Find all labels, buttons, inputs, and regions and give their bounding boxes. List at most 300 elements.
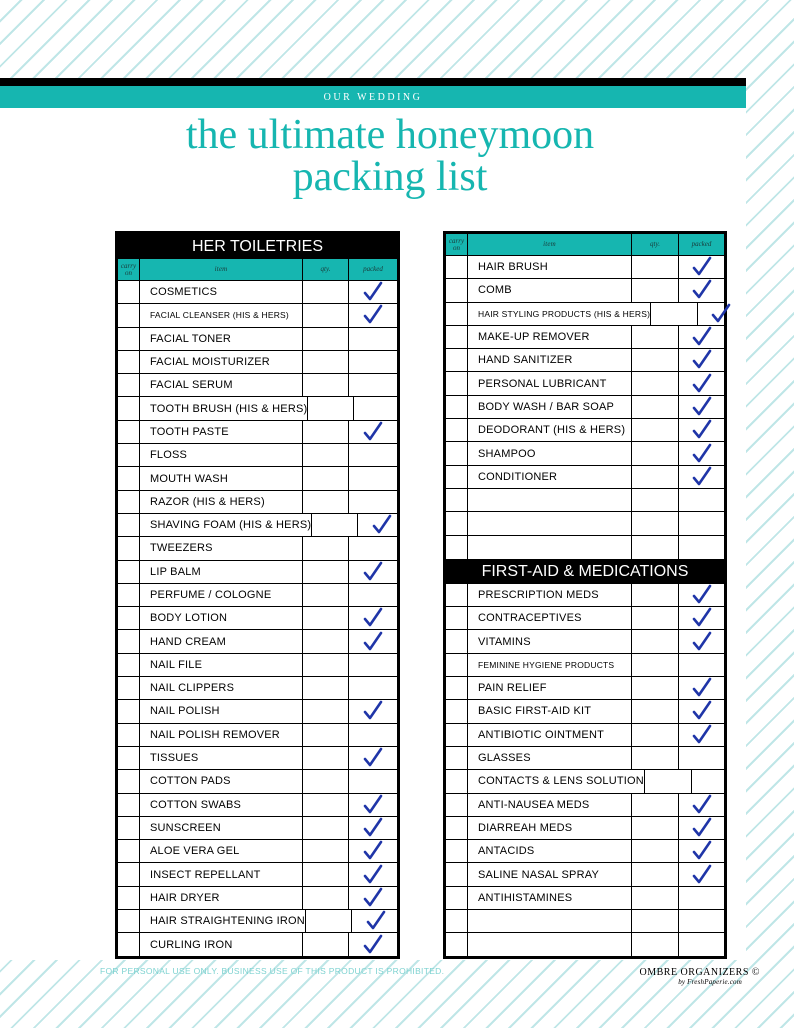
footer-byline: by FreshPaperie.com xyxy=(678,978,742,986)
qty-cell[interactable] xyxy=(632,747,679,769)
qty-cell[interactable] xyxy=(308,397,354,419)
packed-checkbox[interactable] xyxy=(349,491,397,513)
packed-checkbox[interactable] xyxy=(349,444,397,466)
qty-cell[interactable] xyxy=(303,584,349,606)
qty-cell[interactable] xyxy=(632,466,679,488)
item-name: HAIR DRYER xyxy=(140,887,303,909)
table-row xyxy=(446,419,724,442)
packed-checkbox[interactable] xyxy=(354,397,402,419)
carry-on-checkbox[interactable] xyxy=(118,863,140,885)
packed-checkbox[interactable] xyxy=(679,442,724,464)
item-name: GLASSES xyxy=(468,747,632,769)
carry-on-checkbox[interactable] xyxy=(118,374,140,396)
packed-checkbox[interactable] xyxy=(349,374,397,396)
checkmark-icon xyxy=(691,256,713,278)
table-row xyxy=(446,910,724,933)
checkmark-icon xyxy=(362,700,384,722)
packed-checkbox[interactable] xyxy=(349,863,397,885)
packed-checkbox[interactable] xyxy=(349,933,397,956)
table-row xyxy=(118,630,397,653)
carry-on-checkbox[interactable] xyxy=(118,561,140,583)
checkmark-icon xyxy=(362,631,384,653)
qty-cell[interactable] xyxy=(632,724,679,746)
col-item: item xyxy=(140,259,303,280)
col-qty: qty. xyxy=(303,259,349,280)
item-name: COSMETICS xyxy=(140,281,303,303)
packed-checkbox[interactable] xyxy=(679,747,724,769)
checkmark-icon xyxy=(691,817,713,839)
item-name: LIP BALM xyxy=(140,561,303,583)
table-row xyxy=(118,421,397,444)
table-row xyxy=(118,863,397,886)
item-name: FACIAL CLEANSER (HIS & HERS) xyxy=(140,304,303,326)
item-name: HAIR STYLING PRODUCTS (HIS & HERS) xyxy=(468,303,651,325)
item-name: FACIAL SERUM xyxy=(140,374,303,396)
item-name: PERSONAL LUBRICANT xyxy=(468,372,632,394)
packed-checkbox[interactable] xyxy=(349,304,397,326)
packed-checkbox[interactable] xyxy=(349,421,397,443)
packed-checkbox[interactable] xyxy=(349,817,397,839)
qty-cell[interactable] xyxy=(303,421,349,443)
item-name: PAIN RELIEF xyxy=(468,677,632,699)
qty-cell[interactable] xyxy=(632,677,679,699)
table-row xyxy=(446,817,724,840)
her-toiletries-table xyxy=(115,231,400,959)
carry-on-checkbox[interactable] xyxy=(118,724,140,746)
toiletries-continued-rows xyxy=(446,256,724,559)
col-item: item xyxy=(468,234,632,255)
carry-on-checkbox[interactable] xyxy=(118,840,140,862)
packed-checkbox[interactable] xyxy=(679,512,724,534)
item-name: FEMININE HYGIENE PRODUCTS xyxy=(468,654,632,676)
carry-on-checkbox[interactable] xyxy=(118,770,140,792)
table-row xyxy=(118,747,397,770)
qty-cell[interactable] xyxy=(632,840,679,862)
carry-on-checkbox[interactable] xyxy=(446,654,468,676)
packed-checkbox[interactable] xyxy=(352,910,400,932)
col-packed: packed xyxy=(349,259,397,280)
table-row xyxy=(118,374,397,397)
packed-checkbox[interactable] xyxy=(679,700,724,722)
qty-cell[interactable] xyxy=(632,279,679,301)
packed-checkbox[interactable] xyxy=(349,700,397,722)
packed-checkbox[interactable] xyxy=(349,747,397,769)
carry-on-checkbox[interactable] xyxy=(118,444,140,466)
packed-checkbox[interactable] xyxy=(349,537,397,559)
carry-on-checkbox[interactable] xyxy=(118,677,140,699)
checkmark-icon xyxy=(691,607,713,629)
checkmark-icon xyxy=(691,466,713,488)
item-name: PERFUME / COLOGNE xyxy=(140,584,303,606)
packed-checkbox[interactable] xyxy=(679,536,724,559)
checkmark-icon xyxy=(691,840,713,862)
qty-cell[interactable] xyxy=(632,372,679,394)
qty-cell[interactable] xyxy=(632,349,679,371)
table-row xyxy=(118,794,397,817)
table-row xyxy=(118,281,397,304)
table-row xyxy=(446,747,724,770)
table-row xyxy=(446,372,724,395)
qty-cell[interactable] xyxy=(303,770,349,792)
section-title-first-aid: FIRST-AID & MEDICATIONS xyxy=(446,559,724,584)
checkmark-icon xyxy=(362,934,384,956)
qty-cell[interactable] xyxy=(632,442,679,464)
checkmark-icon xyxy=(691,584,713,606)
item-name: COTTON SWABS xyxy=(140,794,303,816)
carry-on-checkbox[interactable] xyxy=(446,817,468,839)
qty-cell[interactable] xyxy=(632,419,679,441)
carry-on-checkbox[interactable] xyxy=(446,536,468,559)
section-title-her-toiletries: HER TOILETRIES xyxy=(118,234,397,259)
carry-on-checkbox[interactable] xyxy=(118,514,140,536)
checkmark-icon xyxy=(362,607,384,629)
qty-cell[interactable] xyxy=(303,537,349,559)
table-row xyxy=(446,677,724,700)
carry-on-checkbox[interactable] xyxy=(118,584,140,606)
carry-on-checkbox[interactable] xyxy=(446,349,468,371)
table-row xyxy=(446,840,724,863)
packed-checkbox[interactable] xyxy=(679,466,724,488)
checkmark-icon xyxy=(691,864,713,886)
checkmark-icon xyxy=(362,747,384,769)
carry-on-checkbox[interactable] xyxy=(118,933,140,956)
carry-on-checkbox[interactable] xyxy=(118,397,140,419)
checkmark-icon xyxy=(691,700,713,722)
qty-cell[interactable] xyxy=(651,303,698,325)
table-row xyxy=(118,514,397,537)
checkmark-icon xyxy=(691,396,713,418)
carry-on-checkbox[interactable] xyxy=(446,700,468,722)
packed-checkbox[interactable] xyxy=(679,933,724,956)
checkmark-icon xyxy=(691,443,713,465)
carry-on-checkbox[interactable] xyxy=(118,421,140,443)
packed-checkbox[interactable] xyxy=(349,351,397,373)
table-row xyxy=(446,933,724,956)
qty-cell[interactable] xyxy=(632,326,679,348)
qty-cell[interactable] xyxy=(303,654,349,676)
qty-cell[interactable] xyxy=(303,700,349,722)
qty-cell[interactable] xyxy=(303,561,349,583)
packed-checkbox[interactable] xyxy=(679,630,724,652)
packed-checkbox[interactable] xyxy=(349,584,397,606)
packed-checkbox[interactable] xyxy=(679,677,724,699)
item-name: SUNSCREEN xyxy=(140,817,303,839)
item-name: TWEEZERS xyxy=(140,537,303,559)
table-row xyxy=(118,887,397,910)
qty-cell[interactable] xyxy=(303,863,349,885)
table-row xyxy=(446,607,724,630)
table-row xyxy=(446,442,724,465)
carry-on-checkbox[interactable] xyxy=(118,537,140,559)
footer-disclaimer: FOR PERSONAL USE ONLY. BUSINESS USE OF THIS PRODUCT IS PROHIBITED. xyxy=(100,966,445,976)
packed-checkbox[interactable] xyxy=(679,349,724,371)
carry-on-checkbox[interactable] xyxy=(446,910,468,932)
packed-checkbox[interactable] xyxy=(349,840,397,862)
item-name: BODY LOTION xyxy=(140,607,303,629)
qty-cell[interactable] xyxy=(632,817,679,839)
item-name: COMB xyxy=(468,279,632,301)
item-name: NAIL POLISH REMOVER xyxy=(140,724,303,746)
item-name xyxy=(468,910,632,932)
item-name: FACIAL MOISTURIZER xyxy=(140,351,303,373)
item-name xyxy=(468,933,632,956)
top-bar xyxy=(0,78,746,86)
qty-cell[interactable] xyxy=(312,514,358,536)
qty-cell[interactable] xyxy=(303,677,349,699)
packed-checkbox[interactable] xyxy=(349,794,397,816)
footer-brand-block xyxy=(610,967,760,986)
item-name: HAND SANITIZER xyxy=(468,349,632,371)
qty-cell[interactable] xyxy=(303,491,349,513)
table-row xyxy=(446,887,724,910)
carry-on-checkbox[interactable] xyxy=(118,747,140,769)
packed-checkbox[interactable] xyxy=(679,910,724,932)
carry-on-checkbox[interactable] xyxy=(446,466,468,488)
carry-on-checkbox[interactable] xyxy=(446,442,468,464)
item-name xyxy=(468,489,632,511)
carry-on-checkbox[interactable] xyxy=(446,396,468,418)
qty-cell[interactable] xyxy=(632,654,679,676)
carry-on-checkbox[interactable] xyxy=(118,910,140,932)
carry-on-checkbox[interactable] xyxy=(446,303,468,325)
packed-checkbox[interactable] xyxy=(679,256,724,278)
item-name: DIARREAH MEDS xyxy=(468,817,632,839)
item-name: TOOTH BRUSH (HIS & HERS) xyxy=(140,397,308,419)
table-row xyxy=(446,489,724,512)
carry-on-checkbox[interactable] xyxy=(446,863,468,885)
qty-cell[interactable] xyxy=(632,489,679,511)
checkmark-icon xyxy=(691,326,713,348)
carry-on-checkbox[interactable] xyxy=(446,489,468,511)
packed-checkbox[interactable] xyxy=(358,514,406,536)
qty-cell[interactable] xyxy=(632,630,679,652)
table-row xyxy=(118,724,397,747)
qty-cell[interactable] xyxy=(303,887,349,909)
packed-checkbox[interactable] xyxy=(698,303,743,325)
carry-on-checkbox[interactable] xyxy=(446,607,468,629)
packed-checkbox[interactable] xyxy=(679,887,724,909)
carry-on-checkbox[interactable] xyxy=(446,770,468,792)
carry-on-checkbox[interactable] xyxy=(118,794,140,816)
qty-cell[interactable] xyxy=(632,536,679,559)
item-name: NAIL POLISH xyxy=(140,700,303,722)
carry-on-checkbox[interactable] xyxy=(446,933,468,956)
header-band: OUR WEDDING xyxy=(0,86,746,108)
item-name: HAIR STRAIGHTENING IRON xyxy=(140,910,306,932)
item-name: CONDITIONER xyxy=(468,466,632,488)
carry-on-checkbox[interactable] xyxy=(118,817,140,839)
item-name: SALINE NASAL SPRAY xyxy=(468,863,632,885)
item-name: CONTACTS & LENS SOLUTION xyxy=(468,770,645,792)
item-name: FACIAL TONER xyxy=(140,328,303,350)
table-row xyxy=(446,724,724,747)
qty-cell[interactable] xyxy=(632,933,679,956)
carry-on-checkbox[interactable] xyxy=(118,304,140,326)
table-row xyxy=(118,397,397,420)
carry-on-checkbox[interactable] xyxy=(446,794,468,816)
qty-cell[interactable] xyxy=(645,770,692,792)
item-name xyxy=(468,536,632,559)
packed-checkbox[interactable] xyxy=(679,840,724,862)
first-aid-rows xyxy=(446,584,724,957)
qty-cell[interactable] xyxy=(303,607,349,629)
qty-cell[interactable] xyxy=(303,724,349,746)
packed-checkbox[interactable] xyxy=(679,863,724,885)
qty-cell[interactable] xyxy=(632,863,679,885)
carry-on-checkbox[interactable] xyxy=(446,256,468,278)
carry-on-checkbox[interactable] xyxy=(118,281,140,303)
packed-checkbox[interactable] xyxy=(349,887,397,909)
checkmark-icon xyxy=(691,677,713,699)
table-row xyxy=(446,700,724,723)
title-line-1: the ultimate honeymoon xyxy=(185,112,595,158)
packed-checkbox[interactable] xyxy=(349,677,397,699)
packed-checkbox[interactable] xyxy=(349,630,397,652)
carry-on-checkbox[interactable] xyxy=(118,491,140,513)
carry-on-checkbox[interactable] xyxy=(446,584,468,606)
title-line-2: packing list xyxy=(292,154,488,200)
item-name: ANTIBIOTIC OINTMENT xyxy=(468,724,632,746)
column-header-row xyxy=(446,234,724,256)
qty-cell[interactable] xyxy=(303,794,349,816)
item-name: TOOTH PASTE xyxy=(140,421,303,443)
page-title xyxy=(0,114,780,198)
item-name: SHAMPOO xyxy=(468,442,632,464)
checkmark-icon xyxy=(691,724,713,746)
qty-cell[interactable] xyxy=(303,281,349,303)
checkmark-icon xyxy=(362,864,384,886)
packed-checkbox[interactable] xyxy=(679,326,724,348)
checkmark-icon xyxy=(362,840,384,862)
carry-on-checkbox[interactable] xyxy=(118,328,140,350)
carry-on-checkbox[interactable] xyxy=(118,700,140,722)
carry-on-checkbox[interactable] xyxy=(118,607,140,629)
packed-checkbox[interactable] xyxy=(679,396,724,418)
carry-on-checkbox[interactable] xyxy=(118,654,140,676)
item-name: DEODORANT (HIS & HERS) xyxy=(468,419,632,441)
qty-cell[interactable] xyxy=(632,794,679,816)
packed-checkbox[interactable] xyxy=(349,281,397,303)
packed-checkbox[interactable] xyxy=(679,419,724,441)
item-name: ALOE VERA GEL xyxy=(140,840,303,862)
qty-cell[interactable] xyxy=(306,910,352,932)
carry-on-checkbox[interactable] xyxy=(118,887,140,909)
qty-cell[interactable] xyxy=(303,304,349,326)
carry-on-checkbox[interactable] xyxy=(446,419,468,441)
table-row xyxy=(446,256,724,279)
packed-checkbox[interactable] xyxy=(679,794,724,816)
packed-checkbox[interactable] xyxy=(349,561,397,583)
item-name: ANTIHISTAMINES xyxy=(468,887,632,909)
packed-checkbox[interactable] xyxy=(679,279,724,301)
packed-checkbox[interactable] xyxy=(349,467,397,489)
qty-cell[interactable] xyxy=(303,351,349,373)
qty-cell[interactable] xyxy=(303,747,349,769)
table-row xyxy=(118,700,397,723)
qty-cell[interactable] xyxy=(632,700,679,722)
table-row xyxy=(446,536,724,559)
carry-on-checkbox[interactable] xyxy=(446,512,468,534)
packed-checkbox[interactable] xyxy=(692,770,737,792)
table-row xyxy=(118,840,397,863)
packed-checkbox[interactable] xyxy=(349,724,397,746)
qty-cell[interactable] xyxy=(303,374,349,396)
qty-cell[interactable] xyxy=(303,933,349,956)
qty-cell[interactable] xyxy=(303,630,349,652)
packed-checkbox[interactable] xyxy=(679,817,724,839)
checkmark-icon xyxy=(362,794,384,816)
carry-on-checkbox[interactable] xyxy=(446,724,468,746)
carry-on-checkbox[interactable] xyxy=(446,840,468,862)
table-row xyxy=(118,607,397,630)
item-name: BODY WASH / BAR SOAP xyxy=(468,396,632,418)
qty-cell[interactable] xyxy=(303,328,349,350)
carry-on-checkbox[interactable] xyxy=(446,677,468,699)
qty-cell[interactable] xyxy=(632,512,679,534)
carry-on-checkbox[interactable] xyxy=(118,351,140,373)
table-row xyxy=(118,654,397,677)
checkmark-icon xyxy=(691,373,713,395)
carry-on-checkbox[interactable] xyxy=(446,372,468,394)
packed-checkbox[interactable] xyxy=(679,584,724,606)
qty-cell[interactable] xyxy=(303,817,349,839)
qty-cell[interactable] xyxy=(632,887,679,909)
qty-cell[interactable] xyxy=(303,444,349,466)
packed-checkbox[interactable] xyxy=(679,489,724,511)
table-row xyxy=(118,328,397,351)
table-row xyxy=(446,654,724,677)
item-name: NAIL CLIPPERS xyxy=(140,677,303,699)
qty-cell[interactable] xyxy=(632,256,679,278)
item-name: SHAVING FOAM (HIS & HERS) xyxy=(140,514,312,536)
item-name: MAKE-UP REMOVER xyxy=(468,326,632,348)
table-row xyxy=(118,770,397,793)
carry-on-checkbox[interactable] xyxy=(446,887,468,909)
packed-checkbox[interactable] xyxy=(679,372,724,394)
carry-on-checkbox[interactable] xyxy=(446,326,468,348)
table-row xyxy=(446,770,724,793)
table-row xyxy=(118,537,397,560)
carry-on-checkbox[interactable] xyxy=(446,279,468,301)
col-qty: qty. xyxy=(632,234,679,255)
qty-cell[interactable] xyxy=(303,840,349,862)
carry-on-checkbox[interactable] xyxy=(118,467,140,489)
qty-cell[interactable] xyxy=(632,584,679,606)
packed-checkbox[interactable] xyxy=(679,724,724,746)
table-row xyxy=(118,467,397,490)
table-row xyxy=(446,303,724,326)
checkmark-icon xyxy=(691,794,713,816)
item-name: INSECT REPELLANT xyxy=(140,863,303,885)
checkmark-icon xyxy=(691,349,713,371)
packed-checkbox[interactable] xyxy=(349,607,397,629)
packed-checkbox[interactable] xyxy=(349,770,397,792)
table-row xyxy=(118,910,397,933)
item-name: CURLING IRON xyxy=(140,933,303,956)
carry-on-checkbox[interactable] xyxy=(446,630,468,652)
carry-on-checkbox[interactable] xyxy=(446,747,468,769)
carry-on-checkbox[interactable] xyxy=(118,630,140,652)
qty-cell[interactable] xyxy=(303,467,349,489)
packed-checkbox[interactable] xyxy=(679,607,724,629)
qty-cell[interactable] xyxy=(632,910,679,932)
packed-checkbox[interactable] xyxy=(349,328,397,350)
qty-cell[interactable] xyxy=(632,607,679,629)
item-name: FLOSS xyxy=(140,444,303,466)
packed-checkbox[interactable] xyxy=(679,654,724,676)
qty-cell[interactable] xyxy=(632,396,679,418)
packed-checkbox[interactable] xyxy=(349,654,397,676)
